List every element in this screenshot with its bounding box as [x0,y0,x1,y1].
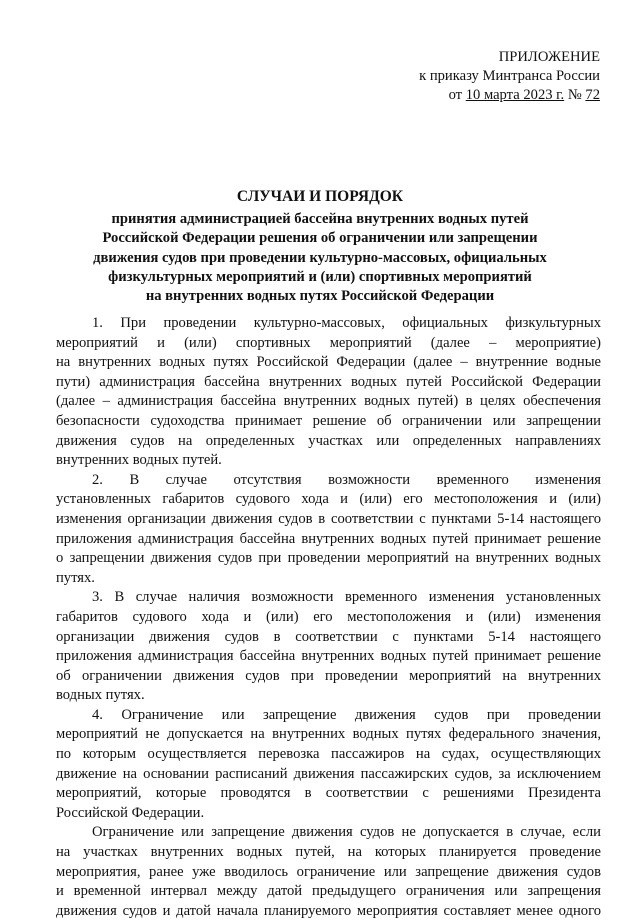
appendix-header [340,48,600,105]
paragraph-3 [56,588,601,706]
text-line: на внутренних водных путях Российской Федерации (далее – внутренние водные [56,354,601,371]
paragraph-2 [56,471,601,589]
date-prefix: от [448,87,466,103]
text-line: установленных габаритов судового хода и (или) его местоположения и (или) [56,491,601,508]
order-date-number [340,86,600,105]
text-line: Российской Федерации. [56,804,205,821]
title-line: движения судов при проведении культурно-массовых, официальных [93,249,547,266]
text-line: мероприятия, ранее уже вводилось ограничение или запрещение движения судов [56,863,601,880]
text-line: Ограничение или запрещение движения судов не допускается в случае, если [92,824,601,841]
text-line: изменения организации движения судов в соответствии с пунктами 5-14 настоящего [56,510,601,527]
paragraph-1 [56,314,601,471]
title-line: Российской Федерации решения об ограничении или запрещении [102,230,538,247]
title-line: принятия администрацией бассейна внутренних водных путей [111,211,529,228]
title-line: на внутренних водных путях Российской Федерации [145,288,495,305]
text-line: организации движения судов в соответствии с пунктами 5-14 настоящего [56,628,601,645]
text-line: мероприятий и (или) спортивных мероприятий (далее – мероприятие) [56,334,601,351]
text-line: и временной интервал между датой предыдущего ограничения или запрещения [56,883,601,900]
text-line: 4. Ограничение или запрещение движения судов при проведении [92,706,601,723]
appendix-label: ПРИЛОЖЕНИЕ [498,49,600,65]
text-line: пути) администрация бассейна внутренних водных путей Российской Федерации [56,373,601,390]
document-body [56,314,601,921]
text-line: мероприятий, которые проводятся в соответствии с решениями Президента [56,785,601,802]
order-number: 72 [585,87,600,103]
text-line: движение на основании расписаний движения пассажирских судов, за исключением [56,765,601,782]
paragraph-4 [56,706,601,824]
title-line: физкультурных мероприятий и (или) спортивных мероприятий [108,268,532,285]
text-line: 3. В случае наличия возможности временного изменения установленных [92,589,601,606]
text-line: движения судов на определенных участках или определенных направлениях [56,432,601,449]
text-line: водных путях. [56,687,145,704]
text-line: (далее – администрация бассейна внутренних водных путей) в целях обеспечения [56,393,601,410]
text-line: о запрещении движения судов при проведении мероприятий на внутренних водных [56,550,601,567]
text-line: приложения администрация бассейна внутренних водных путей принимает решение [56,648,601,665]
text-line: по которым осуществляется перевозка пассажиров на судах, осуществляющих [56,746,601,763]
text-line: мероприятий не допускается на внутренних водных путях федерального значения, [56,726,601,743]
text-line: движения судов и датой начала планируемого мероприятия составляет менее одного [56,902,601,919]
text-line: габаритов судового хода и (или) его местоположения и (или) изменения [56,608,601,625]
text-line: 2. В случае отсутствия возможности временного изменения [92,471,601,488]
text-line: 1. При проведении культурно-массовых, официальных физкультурных [92,315,601,331]
order-reference: к приказу Минтранса России [419,68,600,84]
order-date: 10 марта 2023 г. [465,87,565,103]
number-sign: № [564,87,586,103]
title-main: СЛУЧАИ И ПОРЯДОК [236,188,404,205]
text-line: приложения администрация бассейна внутренних водных путей принимает решение [56,530,601,547]
text-line: путях. [56,569,95,586]
document-title [60,187,580,306]
text-line: внутренних водных путей. [56,452,222,469]
paragraph-5 [56,823,601,921]
text-line: на участках внутренних водных путей, на которых планируется проведение [56,844,601,861]
text-line: безопасности судоходства принимает решение об ограничении или запрещении [56,412,601,429]
text-line: об ограничении движения судов при проведении мероприятий на внутренних [56,667,601,684]
